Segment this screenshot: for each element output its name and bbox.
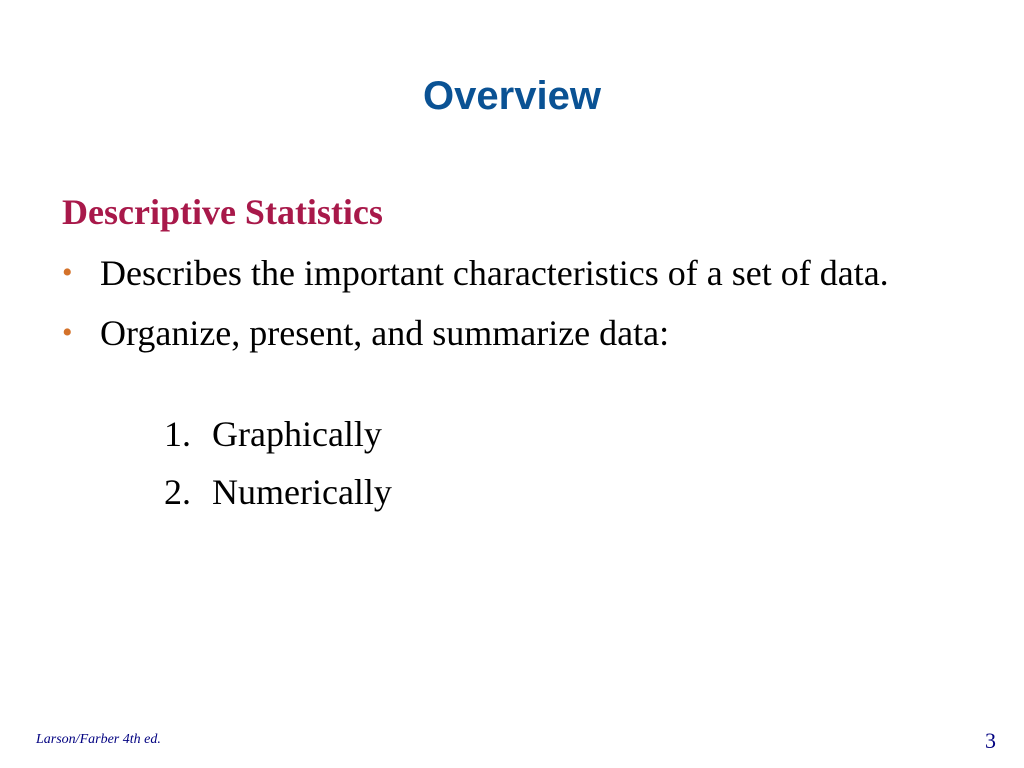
numbered-item: [164, 469, 392, 515]
section-heading: Descriptive Statistics: [62, 192, 383, 232]
numbered-label: 2.: [164, 472, 191, 512]
bullet-item: [62, 310, 962, 356]
bullet-text: Organize, present, and summarize data:: [100, 313, 670, 353]
numbered-label: 1.: [164, 414, 191, 454]
bullet-dot-icon: •: [62, 316, 73, 349]
numbered-list: [164, 411, 392, 527]
numbered-text: Graphically: [212, 414, 382, 454]
bullet-list: [62, 250, 962, 370]
footer-citation: Larson/Farber 4th ed.: [36, 732, 161, 747]
slide-title: Overview: [423, 74, 601, 118]
numbered-item: [164, 411, 392, 457]
bullet-item: [62, 250, 962, 296]
bullet-dot-icon: •: [62, 256, 73, 289]
page-number: 3: [985, 728, 996, 753]
bullet-text: Describes the important characteristics of a set of data.: [100, 253, 889, 293]
numbered-text: Numerically: [212, 472, 392, 512]
